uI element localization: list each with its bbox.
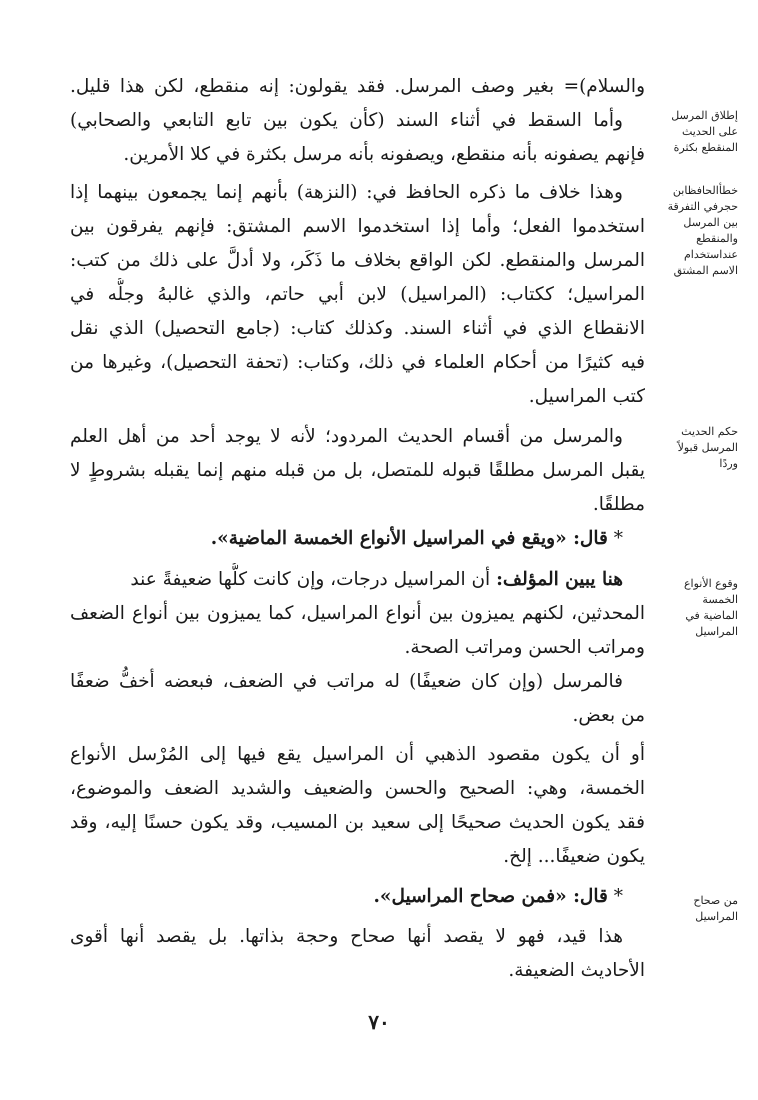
side-note-line: إطلاق المرسل bbox=[671, 109, 738, 122]
side-note-line: الاسم المشتق bbox=[673, 264, 738, 277]
side-note-4 bbox=[666, 576, 738, 640]
quote-line bbox=[70, 880, 645, 914]
text-line: الأحاديث الضعيفة. bbox=[508, 960, 645, 981]
side-note-line: والمنقطع bbox=[696, 232, 738, 245]
text-line bbox=[70, 563, 645, 597]
side-note-2 bbox=[666, 183, 738, 279]
quote-text: قال: «فمن صحاح المراسيل». bbox=[373, 886, 608, 907]
text-line: يكون ضعيفًا... إلخ. bbox=[503, 846, 645, 867]
text-line: الانقطاع الذي في أثناء السند. وكذلك كتاب: (جامع التحصيل) الذي نقل bbox=[70, 318, 645, 339]
text-line: وهذا خلاف ما ذكره الحافظ في: (النزهة) بأنهم إنما يجمعون بينهما إذا bbox=[70, 182, 623, 203]
side-note-line: عنداستخدام bbox=[684, 248, 738, 261]
side-note-line: وردًا bbox=[719, 457, 738, 470]
side-note-line: بين المرسل bbox=[683, 216, 738, 229]
text-line: استخدموا الفعل؛ وأما إذا استخدموا الاسم المشتق: فإنهم يفرقون بين bbox=[70, 216, 645, 237]
text-line: المحدثين، لكنهم يميزون بين أنواع المراسيل، كما يميزون بين أنواع الضعف bbox=[70, 603, 645, 624]
text-line: فالمرسل (وإن كان ضعيفًا) له مراتب في الضعف، فبعضه أخفُّ ضعفًا bbox=[70, 671, 623, 692]
side-note-line: المرسل قبولاً bbox=[677, 441, 738, 454]
page-number: ٧٠ bbox=[368, 1010, 390, 1034]
side-note-line: المراسيل bbox=[695, 910, 738, 923]
lead-in: هنا يبين المؤلف: bbox=[496, 569, 623, 590]
quote-line bbox=[70, 522, 645, 556]
text-line: ومراتب الحسن ومراتب الصحة. bbox=[404, 637, 645, 658]
text-line: يقبل المرسل مطلقًا قبوله للمتصل، بل من قبله منهم إنما يقبله بشروطٍ لا bbox=[70, 460, 645, 481]
asterisk-marker: * bbox=[613, 886, 623, 907]
text-line: الخمسة، وهي: الصحيح والحسن والضعيف والشديد الضعف والموضوع، bbox=[70, 778, 645, 799]
side-note-line: خطأالحافظابن bbox=[672, 184, 738, 197]
quote-2 bbox=[70, 880, 645, 914]
text-line: أو أن يكون مقصود الذهبي أن المراسيل يقع فيها إلى المُرْسل الأنواع bbox=[70, 744, 645, 765]
text-line: فيه كثيرًا من أحكام العلماء في ذلك، وكتاب: (تحفة التحصيل)، وغيرها من bbox=[70, 352, 645, 373]
side-note-line: المراسيل bbox=[695, 625, 738, 638]
side-note-line: حجرفي التفرقة bbox=[667, 200, 738, 213]
text-span: أن المراسيل درجات، وإن كانت كلُّها ضعيفةً عند bbox=[130, 569, 491, 590]
side-note-line: المنقطع بكثرة bbox=[673, 141, 738, 154]
side-note-line: حكم الحديث bbox=[681, 425, 738, 438]
paragraph-5 bbox=[70, 563, 645, 665]
paragraph-4 bbox=[70, 420, 645, 522]
text-line: من بعض. bbox=[572, 705, 645, 726]
text-line: والسلام)= بغير وصف المرسل. فقد يقولون: إنه منقطع، لكن هذا قليل. bbox=[70, 76, 645, 97]
text-line: فقد يكون الحديث صحيحًا إلى سعيد بن المسيب، وقد يكون حسنًا إليه، وقد bbox=[70, 812, 645, 833]
text-line: المرسل والمنقطع. لكن الواقع بخلاف ما ذَكَر، ولا أدلَّ على ذلك من كتب: bbox=[70, 250, 645, 271]
side-note-line: من صحاح bbox=[693, 894, 738, 907]
text-line: هذا قيد، فهو لا يقصد أنها صحاح وحجة بذاتها. بل يقصد أنها أقوى bbox=[70, 926, 623, 947]
quote-1 bbox=[70, 522, 645, 556]
side-note-1 bbox=[666, 108, 738, 156]
quote-text: قال: «ويقع في المراسيل الأنواع الخمسة الماضية». bbox=[210, 528, 608, 549]
side-note-line: وقوع الأنواع bbox=[683, 577, 738, 590]
asterisk-marker: * bbox=[613, 528, 623, 549]
side-note-line: الماضية في bbox=[685, 609, 738, 622]
paragraph-1 bbox=[70, 70, 645, 104]
paragraph-7 bbox=[70, 738, 645, 874]
paragraph-6 bbox=[70, 665, 645, 733]
text-line: كتب المراسيل. bbox=[528, 386, 645, 407]
side-note-5 bbox=[666, 893, 738, 925]
side-note-3 bbox=[666, 424, 738, 472]
side-note-line: الخمسة bbox=[702, 593, 738, 606]
text-line: وأما السقط في أثناء السند (كأن يكون بين تابع التابعي والصحابي) bbox=[70, 110, 623, 131]
paragraph-3 bbox=[70, 176, 645, 414]
text-line: المراسيل؛ ككتاب: (المراسيل) لابن أبي حاتم، والذي غالبهُ وجلُّه في bbox=[70, 284, 645, 305]
paragraph-8 bbox=[70, 920, 645, 988]
text-line: فإنهم يصفونه بأنه منقطع، ويصفونه بأنه مرسل بكثرة في كلا الأمرين. bbox=[123, 144, 645, 165]
text-line: مطلقًا. bbox=[592, 494, 645, 515]
text-line: والمرسل من أقسام الحديث المردود؛ لأنه لا يوجد أحد من أهل العلم bbox=[70, 426, 623, 447]
side-note-line: على الحديث bbox=[681, 125, 738, 138]
paragraph-2 bbox=[70, 104, 645, 172]
